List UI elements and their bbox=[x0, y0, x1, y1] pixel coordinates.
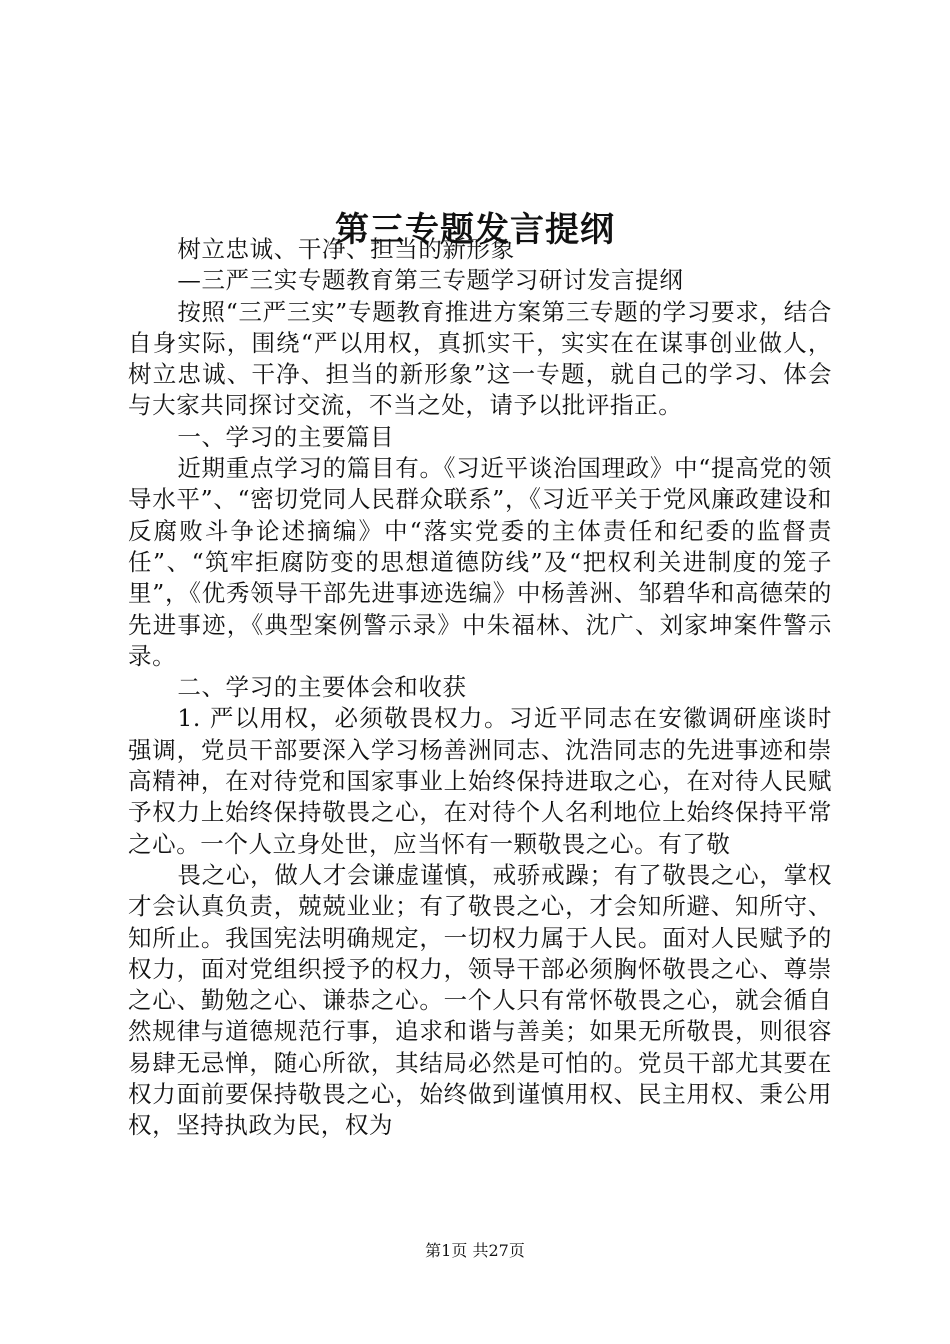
body-paragraph: 1. 严以用权，必须敬畏权力。习近平同志在安徽调研座谈时强调，党员干部要深入学习杨善洲同志、沈浩同志的先进事迹和崇高精神，在对待党和国家事业上始终保持进取之心，在对待人民赋予权力上始终保持敬畏之心，在对待个人名利地位上始终保持平常之心。一个人立身处世，应当怀有一颗敬畏之心。有了敬 bbox=[128, 704, 832, 858]
total-suffix: 页 bbox=[508, 1241, 525, 1260]
total-pages: 27 bbox=[488, 1241, 509, 1260]
intro-paragraph: 按照“三严三实”专题教育推进方案第三专题的学习要求，结合自身实际，围绕“严以用权，真抓实干，实实在在谋事创业做人，树立忠诚、干净、担当的新形象”这一专题，就自己的学习、体会与大家共同探讨交流，不当之处，请予以批评指正。 bbox=[128, 297, 832, 420]
subtitle-paragraph: 树立忠诚、干净、担当的新形象 bbox=[177, 235, 515, 263]
page-suffix: 页 bbox=[451, 1241, 468, 1260]
document-body bbox=[128, 234, 832, 1142]
page-footer bbox=[0, 1240, 950, 1262]
total-prefix: 共 bbox=[472, 1241, 489, 1260]
document-title: 第三专题发言提纲 bbox=[335, 209, 615, 250]
body-paragraph: 畏之心，做人才会谦虚谨慎，戒骄戒躁；有了敬畏之心，掌权才会认真负责，兢兢业业；有了敬畏之心，才会知所避、知所守、知所止。我国宪法明确规定，一切权力属于人民。面对人民赋予的权力，面对党组织授予的权力，领导干部必须胸怀敬畏之心、尊崇之心、勤勉之心、谦恭之心。一个人只有常怀敬畏之心，就会循自然规律与道德规范行事，追求和谐与善美；如果无所敬畏，则很容易肆无忌惮，随心所欲，其结局必然是可怕的。党员干部尤其要在权力面前要保持敬畏之心，始终做到谨慎用权、民主用权、秉公用权，坚持执政为民，权为 bbox=[128, 860, 832, 1140]
section-heading: 一、学习的主要篇目 bbox=[177, 422, 395, 451]
body-paragraph: 近期重点学习的篇目有。《习近平谈治国理政》中“提高党的领导水平”、“密切党同人民群众联系”，《习近平关于党风廉政建设和反腐败斗争论述摘编》中“落实党委的主体责任和纪委的监督责任”、“筑牢拒腐防变的思想道德防线”及“把权利关进制度的笼子里”，《优秀领导干部先进事迹选编》中杨善洲、邹碧华和高德荣的先进事迹，《典型案例警示录》中朱福林、沈广、刘家坤案件警示录。 bbox=[128, 454, 832, 670]
subtitle-paragraph: —三严三实专题教育第三专题学习研讨发言提纲 bbox=[177, 266, 684, 295]
page-prefix: 第 bbox=[425, 1241, 442, 1260]
section-heading: 二、学习的主要体会和收获 bbox=[177, 673, 467, 702]
page-number: 1 bbox=[441, 1241, 452, 1260]
